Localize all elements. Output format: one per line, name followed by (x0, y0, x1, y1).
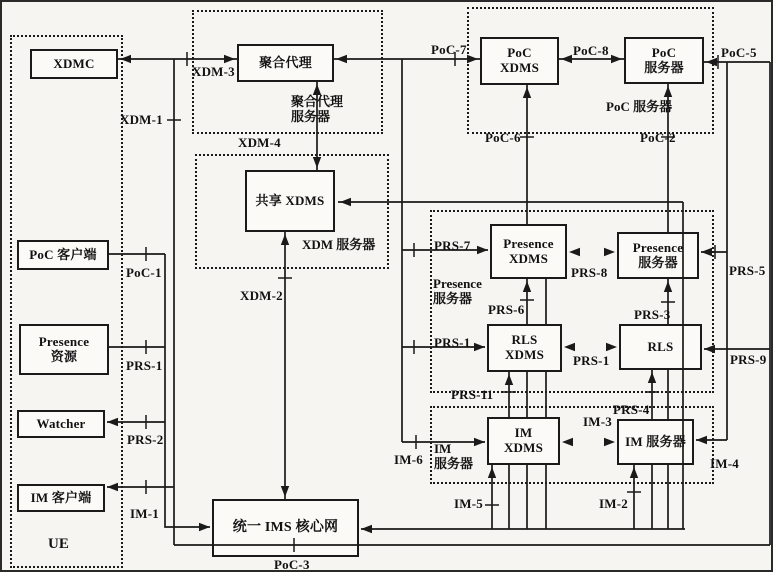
node-im-xdms (487, 417, 560, 465)
interface-label-poc-2: PoC-2 (640, 130, 676, 145)
node-rls-label: RLS (647, 338, 674, 354)
im-server-group-label-line1: IM (434, 441, 452, 456)
node-poc-xdms-line1: PoC (507, 45, 532, 61)
presence-server-group-label (433, 277, 482, 307)
interface-label-prs-3: PRS-3 (634, 307, 671, 322)
interface-label-im-1: IM-1 (130, 506, 159, 521)
node-im-client (17, 484, 105, 512)
node-poc-client-label: PoC 客户端 (29, 246, 97, 262)
node-xdmc-label: XDMC (53, 55, 95, 71)
interface-label-prs-1-client: PRS-1 (126, 358, 163, 373)
interface-label-prs-6: PRS-6 (488, 302, 525, 317)
node-ims-core (212, 499, 359, 557)
node-ims-core-label: 统一 IMS 核心网 (232, 520, 339, 536)
interface-label-poc-7: PoC-7 (431, 42, 467, 57)
node-im-client-label: IM 客户端 (30, 489, 92, 505)
node-presence-server-line1: Presence (632, 239, 684, 255)
interface-label-prs-1-rls: PRS-1 (573, 353, 610, 368)
interface-label-prs-1-proxy: PRS-1 (434, 335, 471, 350)
node-presence-source-line2: 资源 (50, 348, 78, 364)
interface-label-im-2: IM-2 (599, 496, 628, 511)
presence-server-group-label-line2: 服务器 (433, 290, 473, 306)
interface-label-prs-9: PRS-9 (730, 352, 767, 367)
ue-group-label: UE (48, 536, 69, 552)
node-shared-xdms-label: 共享 XDMS (255, 192, 325, 208)
interface-label-xdm-4: XDM-4 (238, 135, 281, 150)
node-rls (619, 324, 702, 370)
interface-label-prs-8: PRS-8 (571, 265, 608, 280)
interface-label-prs-5: PRS-5 (729, 263, 766, 278)
interface-label-poc-1: PoC-1 (126, 265, 162, 280)
interface-label-xdm-3: XDM-3 (192, 64, 235, 79)
node-poc-client (17, 240, 109, 270)
node-xdmc (30, 49, 118, 79)
xdm-server-group-label: XDM 服务器 (302, 237, 376, 252)
node-aggregation-proxy (237, 44, 334, 82)
node-presence-server-line2: 服务器 (638, 254, 678, 270)
interface-label-xdm-1: XDM-1 (120, 112, 163, 127)
node-shared-xdms (245, 170, 335, 232)
interface-label-prs-7: PRS-7 (434, 238, 471, 253)
interface-label-prs-11: PRS-11 (451, 387, 494, 402)
aggregation-proxy-group-label (291, 95, 343, 125)
node-presence-xdms (490, 224, 567, 279)
node-aggregation-proxy-label: 聚合代理 (259, 54, 312, 70)
node-im-xdms-line2: XDMS (503, 440, 544, 455)
poc-server-group-label: PoC 服务器 (606, 99, 673, 114)
node-im-xdms-line1: IM (514, 425, 533, 441)
node-im-server-label: IM 服务器 (625, 433, 686, 449)
node-poc-server (624, 37, 704, 84)
node-watcher-label: Watcher (36, 415, 86, 431)
node-rls-xdms-line1: RLS (511, 332, 538, 348)
interface-label-prs-4: PRS-4 (613, 402, 650, 417)
interface-label-im-5: IM-5 (454, 496, 483, 511)
node-poc-server-line2: 服务器 (644, 59, 684, 75)
aggregation-proxy-group-label-line1: 聚合代理 (291, 94, 344, 109)
node-watcher (17, 410, 105, 438)
presence-server-group-label-line1: Presence (433, 276, 482, 291)
node-presence-server (617, 232, 699, 279)
node-poc-xdms (480, 37, 559, 85)
node-poc-server-line1: PoC (651, 44, 677, 60)
interface-label-im-6: IM-6 (394, 452, 423, 467)
interface-label-poc-8: PoC-8 (573, 43, 609, 58)
node-rls-xdms (487, 324, 562, 372)
aggregation-proxy-group-label-line2: 服务器 (291, 108, 331, 124)
node-poc-xdms-line2: XDMS (499, 60, 540, 75)
interface-label-im-4: IM-4 (710, 456, 739, 471)
interface-label-xdm-2: XDM-2 (240, 288, 283, 303)
interface-label-im-3: IM-3 (583, 414, 612, 429)
node-presence-source-line1: Presence (38, 333, 90, 349)
interface-label-prs-2: PRS-2 (127, 432, 164, 447)
node-presence-xdms-line2: XDMS (508, 250, 549, 266)
interface-label-poc-6: PoC-6 (485, 130, 521, 145)
node-presence-xdms-line1: Presence (503, 235, 554, 251)
node-rls-xdms-line2: XDMS (504, 347, 545, 362)
node-im-server (617, 419, 694, 465)
im-server-group-label (434, 442, 473, 472)
interface-label-poc-3: PoC-3 (274, 557, 310, 572)
node-presence-source (19, 324, 109, 375)
interface-label-poc-5: PoC-5 (721, 45, 757, 60)
im-server-group-label-line2: 服务器 (434, 455, 474, 471)
